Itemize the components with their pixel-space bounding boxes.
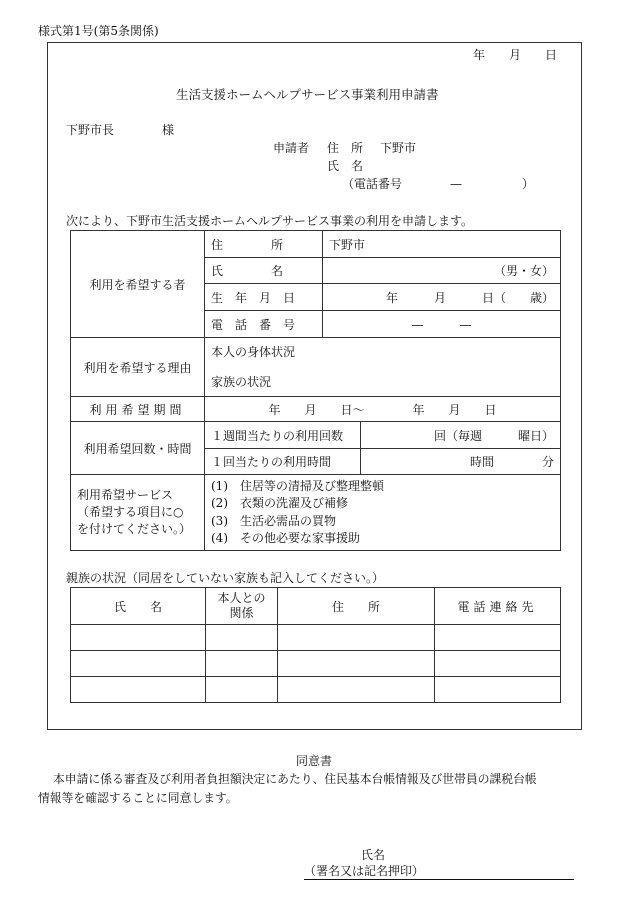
applicant-address-value: 下野市 <box>380 141 417 155</box>
service-option[interactable]: (4) その他必要な家事援助 <box>211 531 360 545</box>
relation-header-line: 関係 <box>229 606 254 620</box>
relative-relation-cell[interactable] <box>206 677 278 703</box>
user-birth-field[interactable]: 年 月 日（ 歳） <box>323 284 561 311</box>
user-birth-label: 生 年 月 日 <box>205 284 323 311</box>
relative-name-cell[interactable] <box>71 625 206 651</box>
relative-relation-cell[interactable] <box>206 625 278 651</box>
period-field[interactable]: 年 月 日〜 年 月 日 <box>205 397 561 422</box>
form-title: 生活支援ホームヘルプサービス事業利用申請書 <box>176 87 439 102</box>
applicant-name-label: 氏 名 <box>327 159 364 173</box>
user-address-field[interactable]: 下野市 <box>323 231 561 258</box>
applicant-address-label: 住 所 <box>327 141 364 155</box>
user-phone-label: 電 話 番 号 <box>205 311 323 338</box>
applicant-label: 申請者 <box>273 141 310 155</box>
service-label <box>71 475 205 551</box>
relatives-header-address: 住 所 <box>278 588 435 625</box>
application-table <box>70 230 561 551</box>
applicant-phone: （電話番号 — ） <box>342 177 535 191</box>
signature-note: （署名又は記名押印） <box>304 864 425 878</box>
service-option[interactable]: (1) 住居等の清掃及び整理整頓 <box>211 478 384 493</box>
relatives-header-name: 氏 名 <box>71 588 206 625</box>
addressee: 下野市長 様 <box>66 123 175 137</box>
table-row <box>71 625 561 651</box>
service-option[interactable]: (3) 生活必需品の買物 <box>211 513 336 528</box>
relation-header-line: 本人との <box>217 591 266 605</box>
reason-family: 家族の状況 <box>211 375 272 389</box>
weekly-count-field[interactable]: 回（毎週 曜日） <box>361 422 561 449</box>
table-row <box>71 677 561 703</box>
service-label-line: を付けてください。） <box>77 522 192 536</box>
relative-phone-cell[interactable] <box>435 677 561 703</box>
relative-phone-cell[interactable] <box>435 625 561 651</box>
relative-relation-cell[interactable] <box>206 651 278 677</box>
user-gender-field[interactable]: （男・女） <box>323 258 561 284</box>
relative-name-cell[interactable] <box>71 651 206 677</box>
consent-title: 同意書 <box>296 754 333 768</box>
user-phone-field[interactable]: — — <box>323 311 561 338</box>
relatives-caption: 親族の状況（同居をしていない家族も記入してください。） <box>66 571 385 585</box>
user-address-label: 住 所 <box>205 231 323 258</box>
form-number: 様式第1号(第5条関係) <box>38 24 159 38</box>
period-label: 利用希望期間 <box>71 397 205 422</box>
reason-body: 本人の身体状況 <box>211 345 296 359</box>
relative-address-cell[interactable] <box>278 651 435 677</box>
relatives-table <box>70 587 561 703</box>
table-row <box>71 651 561 677</box>
per-visit-field[interactable]: 時間 分 <box>361 449 561 475</box>
relative-phone-cell[interactable] <box>435 651 561 677</box>
user-name-label: 氏 名 <box>205 258 323 284</box>
consent-text-line1: 本申請に係る審査及び利用者負担額決定にあたり、住民基本台帳情報及び世帯員の課税台帳 <box>53 772 537 786</box>
user-section-label: 利用を希望する者 <box>71 231 205 338</box>
relatives-header-phone: 電話連絡先 <box>435 588 561 625</box>
service-options <box>205 475 561 551</box>
per-visit-label: １回当たりの利用時間 <box>205 449 361 475</box>
frequency-label: 利用希望回数・時間 <box>71 422 205 475</box>
reason-field[interactable] <box>205 338 561 397</box>
service-label-line: 利用希望サービス <box>77 488 174 502</box>
relative-name-cell[interactable] <box>71 677 206 703</box>
consent-text-line2: 情報等を確認することに同意します。 <box>38 791 238 805</box>
consent-name-label: 氏名 <box>361 848 386 862</box>
relative-address-cell[interactable] <box>278 625 435 651</box>
reason-label: 利用を希望する理由 <box>71 338 205 397</box>
intro-text: 次により、下野市生活支援ホームヘルプサービス事業の利用を申請します。 <box>66 214 474 228</box>
relative-address-cell[interactable] <box>278 677 435 703</box>
service-label-line: （希望する項目に○ <box>77 505 184 519</box>
service-option[interactable]: (2) 衣類の洗濯及び補修 <box>211 496 348 510</box>
weekly-count-label: １週間当たりの利用回数 <box>205 422 361 449</box>
date-line: 年 月 日 <box>473 48 558 62</box>
relatives-header-relation <box>206 588 278 625</box>
